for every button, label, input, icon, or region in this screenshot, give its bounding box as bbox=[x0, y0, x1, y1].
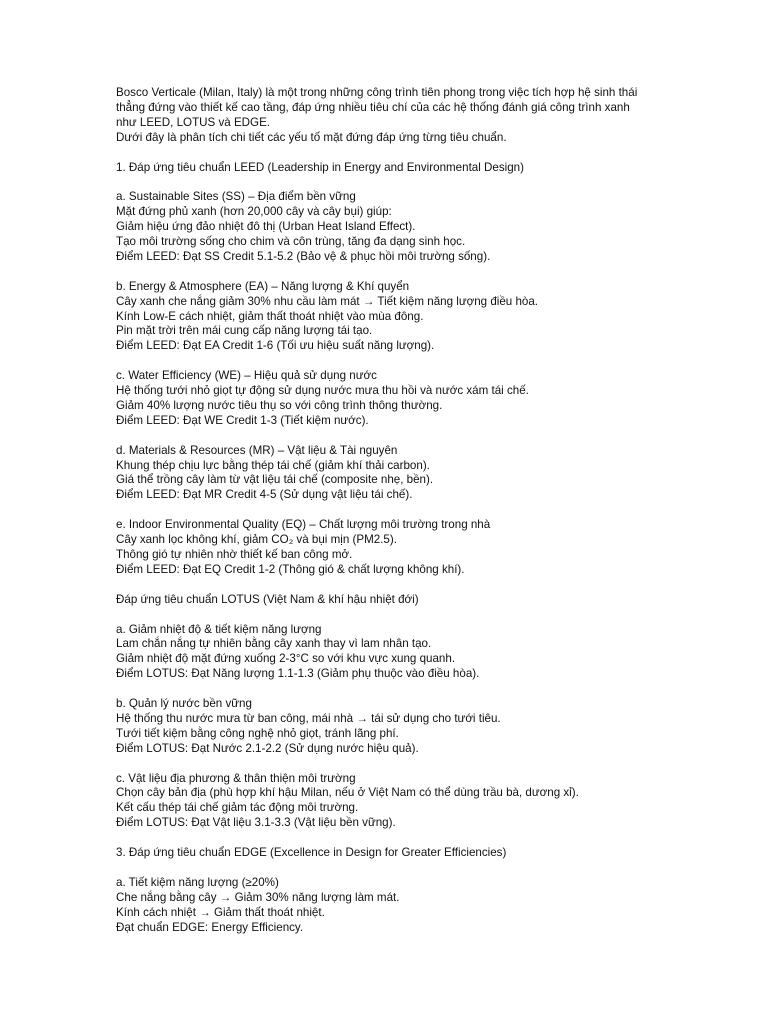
text-line: Cây xanh lọc không khí, giảm CO₂ và bụi mịn (PM2.5). bbox=[116, 533, 397, 547]
text-line: Điểm LEED: Đạt WE Credit 1-3 (Tiết kiệm nước). bbox=[116, 413, 369, 427]
text-line: như LEED, LOTUS và EDGE. bbox=[116, 115, 271, 129]
text-line: Bosco Verticale (Milan, Italy) là một trong những công trình tiên phong trong việc tích hợp hệ sinh thái bbox=[116, 86, 638, 99]
text-line: Điểm LEED: Đạt SS Credit 5.1-5.2 (Bảo vệ & phục hồi môi trường sống). bbox=[116, 249, 491, 263]
text-line: Giảm 40% lượng nước tiêu thụ so với công trình thông thường. bbox=[116, 398, 443, 412]
text-line: Lam chắn nắng tự nhiên bằng cây xanh thay vì lam nhân tạo. bbox=[116, 637, 432, 651]
blank-line bbox=[116, 175, 728, 190]
text-line: Điểm LEED: Đạt MR Credit 4-5 (Sử dụng vật liệu tái chế). bbox=[116, 488, 413, 502]
blank-line bbox=[116, 503, 728, 518]
text-line: a. Giảm nhiệt độ & tiết kiệm năng lượng bbox=[116, 622, 322, 636]
blank-line bbox=[116, 831, 728, 846]
text-line: Kết cấu thép tái chế giảm tác động môi trường. bbox=[116, 801, 359, 815]
text-line: Chọn cây bản địa (phù hợp khí hậu Milan, nếu ở Việt Nam có thể dùng trầu bà, dương xỉ). bbox=[116, 786, 579, 800]
blank-line bbox=[116, 861, 728, 876]
text-line: Hệ thống tưới nhỏ giọt tự động sử dụng nước mưa thu hồi và nước xám tái chế. bbox=[116, 384, 529, 398]
blank-line bbox=[116, 682, 728, 697]
text-line: Giảm hiệu ứng đảo nhiệt đô thị (Urban Heat Island Effect). bbox=[116, 220, 416, 234]
text-line: b. Energy & Atmosphere (EA) – Năng lượng & Khí quyển bbox=[116, 279, 410, 293]
text-line: Pin mặt trời trên mái cung cấp năng lượng tái tạo. bbox=[116, 324, 373, 338]
text-line: Thông gió tự nhiên nhờ thiết kế ban công mở. bbox=[116, 548, 353, 561]
text-line: Tưới tiết kiệm bằng công nghệ nhỏ giọt, tránh lãng phí. bbox=[116, 726, 399, 740]
text-line: thẳng đứng vào thiết kế cao tầng, đáp ứng nhiều tiêu chí của các hệ thống đánh giá công trình xanh bbox=[116, 100, 630, 114]
blank-line bbox=[116, 578, 728, 593]
text-line: Đạt chuẩn EDGE: Energy Efficiency. bbox=[116, 920, 304, 934]
blank-line bbox=[116, 608, 728, 623]
text-line: Hệ thống thu nước mưa từ ban công, mái nhà → tái sử dụng cho tưới tiêu. bbox=[116, 711, 501, 725]
blank-line bbox=[116, 146, 728, 161]
text-line: Điểm LEED: Đạt EA Credit 1-6 (Tối ưu hiệu suất năng lượng). bbox=[116, 339, 435, 353]
text-line: a. Tiết kiệm năng lượng (≥20%) bbox=[116, 875, 279, 889]
text-line: Mặt đứng phủ xanh (hơn 20,000 cây và cây bụi) giúp: bbox=[116, 205, 392, 219]
blank-line bbox=[116, 429, 728, 444]
text-line: b. Quản lý nước bền vững bbox=[116, 697, 252, 711]
text-line: Dưới đây là phân tích chi tiết các yếu tố mặt đứng đáp ứng từng tiêu chuẩn. bbox=[116, 130, 507, 144]
text-line: Giá thể trồng cây làm từ vật liệu tái chế (composite nhẹ, bền). bbox=[116, 473, 434, 487]
text-line: Khung thép chịu lực bằng thép tái chế (giảm khí thải carbon). bbox=[116, 458, 430, 472]
blank-line bbox=[116, 757, 728, 772]
text-line: c. Water Efficiency (WE) – Hiệu quả sử dụng nước bbox=[116, 369, 377, 383]
text-line: d. Materials & Resources (MR) – Vật liệu & Tài nguyên bbox=[116, 443, 398, 457]
text-line: Điểm LEED: Đạt EQ Credit 1-2 (Thông gió & chất lượng không khí). bbox=[116, 562, 465, 576]
text-line: Điểm LOTUS: Đạt Năng lượng 1.1-1.3 (Giảm phụ thuộc vào điều hòa). bbox=[116, 667, 480, 681]
text-line: 1. Đáp ứng tiêu chuẩn LEED (Leadership in Energy and Environmental Design) bbox=[116, 160, 524, 174]
text-line: Giảm nhiệt độ mặt đứng xuống 2-3°C so với khu vực xung quanh. bbox=[116, 652, 456, 666]
text-line: Kính cách nhiệt → Giảm thất thoát nhiệt. bbox=[116, 905, 325, 919]
text-line: Điểm LOTUS: Đạt Nước 2.1-2.2 (Sử dụng nước hiệu quả). bbox=[116, 741, 419, 755]
text-line: a. Sustainable Sites (SS) – Địa điểm bền vững bbox=[116, 190, 356, 204]
text-line: Che nắng bằng cây → Giảm 30% năng lượng làm mát. bbox=[116, 890, 400, 904]
text-line: Đáp ứng tiêu chuẩn LOTUS (Việt Nam & khí hậu nhiệt đới) bbox=[116, 592, 419, 606]
text-line: c. Vật liệu địa phương & thân thiện môi trường bbox=[116, 771, 356, 785]
text-line: Cây xanh che nắng giảm 30% nhu cầu làm mát → Tiết kiệm năng lượng điều hòa. bbox=[116, 294, 539, 308]
text-line: Tạo môi trường sống cho chim và côn trùng, tăng đa dạng sinh học. bbox=[116, 235, 466, 249]
text-line: Điểm LOTUS: Đạt Vật liệu 3.1-3.3 (Vật liệu bền vững). bbox=[116, 816, 396, 830]
blank-line bbox=[116, 354, 728, 369]
blank-line bbox=[116, 265, 728, 280]
text-line: e. Indoor Environmental Quality (EQ) – Chất lượng môi trường trong nhà bbox=[116, 518, 491, 532]
text-line: 3. Đáp ứng tiêu chuẩn EDGE (Excellence in Design for Greater Efficiencies) bbox=[116, 846, 507, 860]
text-line: Kính Low-E cách nhiệt, giảm thất thoát nhiệt vào mùa đông. bbox=[116, 309, 424, 323]
